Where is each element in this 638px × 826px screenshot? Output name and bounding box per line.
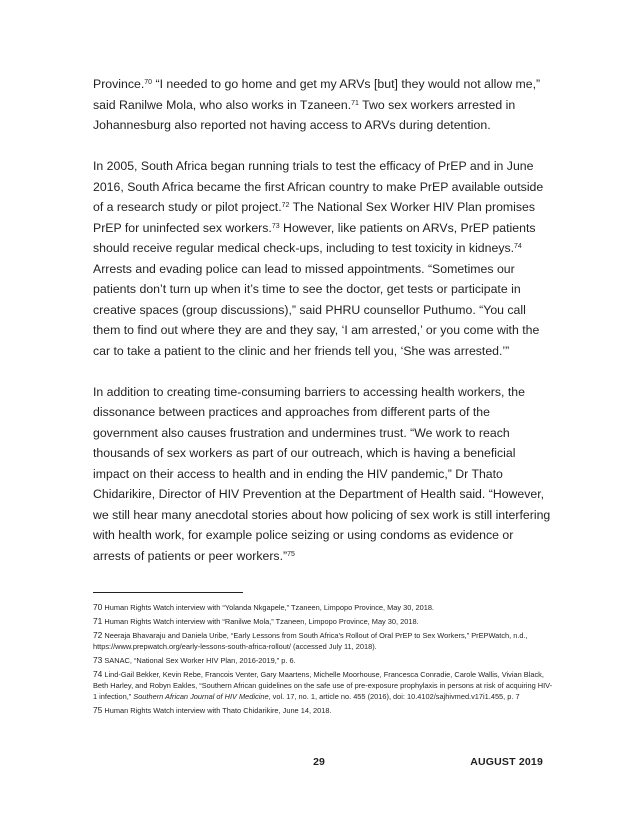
footnote-number: 75: [93, 704, 103, 715]
text-run: Human Rights Watch interview with “Ranilwe Mola,” Tzaneen, Limpopo Province, May 30, 2018.: [102, 617, 419, 627]
footnote-number: 74: [93, 669, 103, 680]
main-body-text: [93, 74, 553, 566]
report-date: AUGUST 2019: [470, 756, 543, 768]
footnote-reference: 71: [351, 99, 359, 107]
footnotes: [93, 602, 553, 719]
footnote: [93, 669, 553, 702]
body-paragraph: [93, 74, 553, 136]
body-paragraph: [93, 382, 553, 567]
text-run: In addition to creating time-consuming barriers to accessing health workers, the dissonance between practices and approaches from different parts of the government also causes frustration and undermines trust. “We work to reach thousands of sex workers as part of our outreach, which is having a beneficial impact on their access to health and in ending the HIV pandemic,” Dr Thato Chidarikire, Director of HIV Prevention at the Department of Health said. “However, we still hear many anecdotal stories about how policing of sex work is still interfering with health work, for example police seizing or using condoms as evidence or arrests of patients or peer workers.”: [93, 384, 551, 563]
text-run: Two sex workers arrested in Johannesburg also reported not having access to ARVs during detention.: [93, 97, 516, 132]
footnote-number: 72: [93, 630, 103, 641]
italic-title: Southern African Journal of HIV Medicine: [133, 691, 269, 701]
footnote: [93, 602, 553, 614]
page-number: 29: [313, 756, 325, 768]
footnote: [93, 616, 553, 628]
text-run: The National Sex Worker HIV Plan promises PrEP for uninfected sex workers.: [93, 200, 536, 235]
text-run: , vol. 17, no. 1, article no. 455 (2016), doi: 10.4102/sajhivmed.v17i1.455, p. 7: [268, 691, 520, 701]
footnote: [93, 630, 553, 652]
footnote-reference: 73: [271, 222, 280, 230]
text-run: Neeraja Bhavaraju and Daniela Uribe, “Early Lessons from South Africa’s Rollout of Oral PrEP to Sex Workers,” PrEPWatch, n.d., https://www.prepwatch.org/early-lessons-south-africa-rollout/ (accessed July 11, 2018).: [93, 631, 528, 651]
text-run: SANAC, “National Sex Worker HIV Plan, 2016-2019,” p. 6.: [102, 656, 296, 666]
footnote-separator: [93, 592, 243, 593]
text-run: Province.: [93, 77, 145, 91]
footnote-reference: 70: [144, 79, 153, 86]
text-run: Lind-Gail Bekker, Kevin Rebe, Francois Venter, Gary Maartens, Michelle Moorhouse, Francesca Conradie, Carole Wallis, Vivian Black, Beth Harley, and Robyn Eakles, “Southern African guidelines on the safe use of pre-exposure prophylaxis in persons at risk of acquiring HIV-1 infection,”: [93, 670, 553, 701]
text-run: Arrests and evading police can lead to missed appointments. “Sometimes our patients don’t turn up when it’s time to see the doctor, get tests or participate in creative spaces (group discussions),” said PHRU counsellor Puthumo. “You call them to find out where they are and they say, ‘I am arrested,’ or you come with the car to take a patient to the clinic and her friends tell you, ‘She was arrested.’”: [93, 261, 540, 358]
text-run: Human Rights Watch interview with Thato Chidarikire, June 14, 2018.: [102, 705, 332, 715]
text-run: However, like patients on ARVs, PrEP patients should receive regular medical check-ups, including to test toxicity in kidneys.: [93, 220, 536, 255]
footnote-reference: 74: [514, 243, 522, 250]
body-paragraph: [93, 156, 553, 361]
footnote-number: 70: [93, 602, 103, 612]
footnote-number: 71: [93, 616, 103, 627]
footnote: [93, 655, 553, 667]
footnote: [93, 705, 553, 717]
text-run: In 2005, South Africa began running trials to test the efficacy of PrEP and in June 2016, South Africa became the first African country to make PrEP available outside of a research study or pilot project.: [93, 159, 544, 214]
text-run: Human Rights Watch interview with “Yolanda Nkgapele,” Tzaneen, Limpopo Province, May 30, 2018.: [102, 603, 434, 612]
footnote-reference: 72: [281, 202, 290, 209]
footnote-reference: 75: [287, 550, 295, 558]
footnote-number: 73: [93, 655, 103, 666]
text-run: “I needed to go home and get my ARVs [but] they would not allow me,” said Ranilwe Mola, who also works in Tzaneen.: [93, 77, 541, 112]
